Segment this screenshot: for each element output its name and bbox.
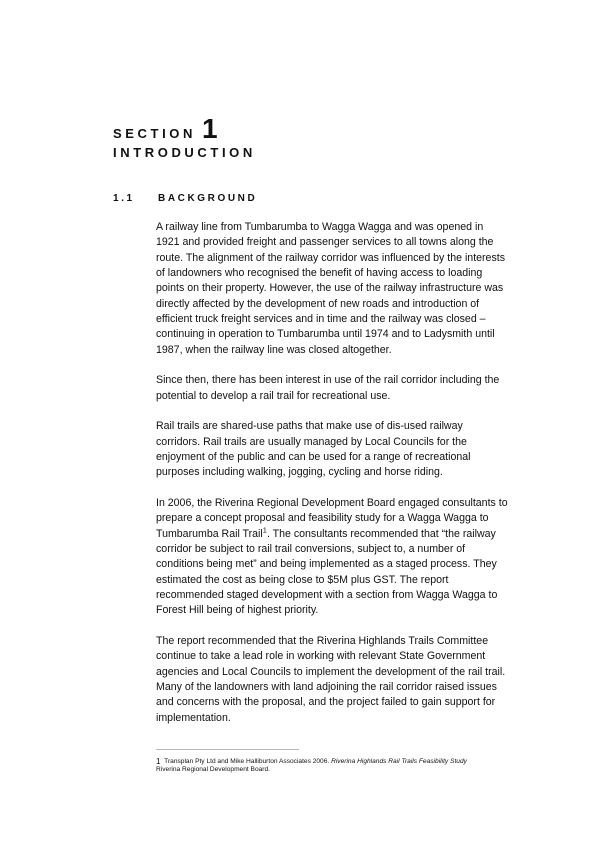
text-line: route. The alignment of the railway corridor was influenced by the interests [156, 251, 505, 264]
text-line: 1987, when the railway line was closed altogether. [156, 343, 392, 356]
footnote-text: Transplan Pty Ltd and Mike Halliburton Associates 2006. [164, 758, 330, 765]
text-line: efficient truck freight services and in time and the railway was closed – [156, 313, 486, 326]
text-line-with-footnote-ref [156, 527, 496, 542]
text-line: points on their property. However, the use of the railway infrastructure was [156, 282, 504, 295]
footnote-title: Riverina Highlands Rail Trails Feasibility Study [331, 758, 467, 765]
subsection-number: 1.1 [113, 193, 135, 204]
text-line: prepare a concept proposal and feasibility study for a Wagga Wagga to [156, 512, 489, 525]
paragraph-1 [156, 220, 505, 358]
section-number: 1 [201, 113, 218, 144]
text-line: Since then, there has been interest in use of the rail corridor including the [156, 374, 500, 387]
text-line: of landowners who recognised the benefit of having access to loading [156, 267, 483, 280]
footnote-reference[interactable]: 1 [262, 525, 267, 535]
text-line: corridor be subject to rail trail conversions, subject to, a number of [156, 543, 466, 556]
text-line: implementation. [156, 711, 231, 724]
footnote-mark: 1 [156, 757, 161, 766]
text-line: Many of the landowners with land adjoining the rail corridor raised issues [156, 681, 497, 694]
footnote [156, 758, 496, 774]
text-line: A railway line from Tumbarumba to Wagga Wagga and was opened in [156, 221, 484, 233]
subsection-title: BACKGROUND [158, 193, 258, 204]
subsection-heading [113, 193, 257, 204]
text-line: agencies and Local Councils to implement the development of the rail trail. [156, 665, 506, 678]
text-line: In 2006, the Riverina Regional Development Board engaged consultants to [156, 497, 508, 510]
paragraph-5 [156, 634, 506, 726]
text-line: directly affected by the development of new roads and introduction of [156, 297, 480, 310]
text-line: potential to develop a rail trail for recreational use. [156, 389, 391, 402]
text-line: estimated the cost as being close to $5M plus GST. The report [156, 573, 449, 586]
paragraph-2 [156, 373, 500, 404]
text-line: enjoyment of the public and can be used for a range of recreational [156, 451, 471, 464]
text-line: purposes including walking, jogging, cycling and horse riding. [156, 466, 443, 479]
text-line: conditions being met” and being implemented as a staged process. They [156, 558, 497, 571]
text-line: continue to take a lead role in working with relevant State Government [156, 650, 486, 663]
footnote-divider [156, 749, 299, 750]
text-line: and concerns with the proposal, and the project failed to gain support for [156, 696, 496, 709]
section-title: INTRODUCTION [113, 145, 256, 160]
body-text [156, 220, 508, 741]
ref-line-text: Tumbarumba Rail Trail [156, 527, 263, 540]
section-label-line [113, 113, 256, 145]
paragraph-4 [156, 496, 508, 619]
text-line: corridors. Rail trails are usually managed by Local Councils for the [156, 435, 467, 448]
text-line: recommended staged development with a section from Wagga Wagga to [156, 589, 498, 602]
text-line: continuing in operation to Tumbarumba until 1974 and to Ladysmith until [156, 328, 495, 341]
paragraph-3 [156, 419, 496, 480]
text-line: Forest Hill being of highest priority. [156, 604, 319, 617]
section-label: SECTION [113, 126, 196, 141]
text-line: The report recommended that the Riverina Highlands Trails Committee [156, 635, 489, 648]
footnote-publisher: Riverina Regional Development Board. [156, 766, 270, 773]
text-line: Rail trails are shared-use paths that make use of dis-used railway [156, 420, 463, 433]
section-heading [113, 113, 256, 161]
ref-line-tail: . The consultants recommended that “the railway [266, 527, 496, 540]
text-line: 1921 and provided freight and passenger services to all towns along the [156, 236, 494, 249]
